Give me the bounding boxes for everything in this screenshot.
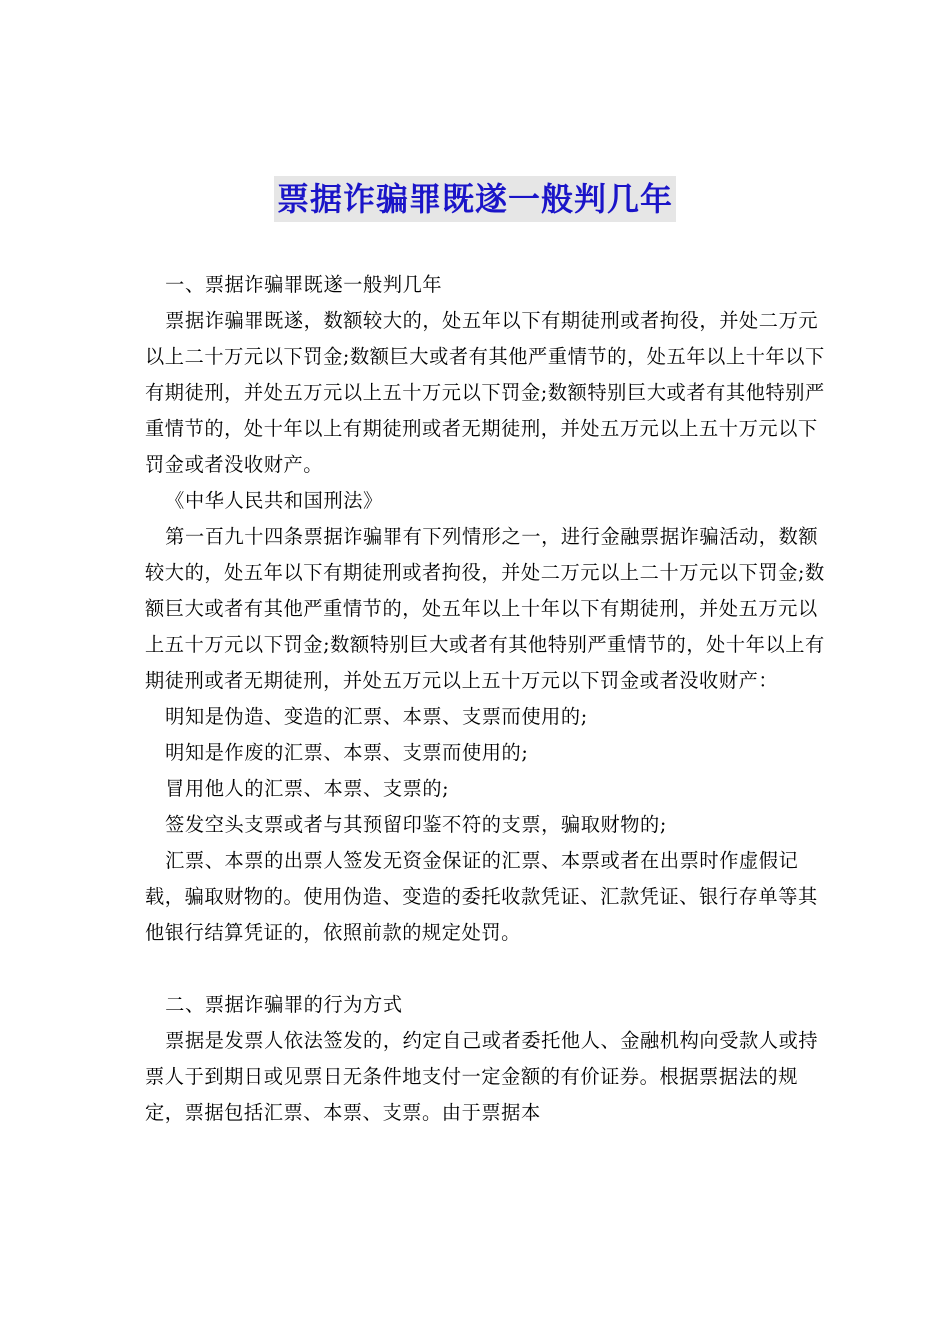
title-container: [0, 176, 950, 222]
section-heading-1: 一、票据诈骗罪既遂一般判几年: [165, 273, 443, 296]
paragraph-penalty-summary: 票据诈骗罪既遂，数额较大的，处五年以下有期徒刑或者拘役，并处二万元以上二十万元以下罚金;数额巨大或者有其他严重情节的，处五年以上十年以下有期徒刑，并处五万元以上五十万元以下罚金;数额特别巨大或者有其他特别严重情节的，处十年以上有期徒刑或者无期徒刑，并处五万元以上五十万元以下罚金或者没收财产。: [145, 309, 825, 476]
paragraph-article-194: 第一百九十四条票据诈骗罪有下列情形之一，进行金融票据诈骗活动，数额较大的，处五年以下有期徒刑或者拘役，并处二万元以上二十万元以下罚金;数额巨大或者有其他严重情节的，处五年以上十年以下有期徒刑，并处五万元以上五十万元以下罚金;数额特别巨大或者有其他特别严重情节的，处十年以上有期徒刑或者无期徒刑，并处五万元以上五十万元以下罚金或者没收财产：: [145, 525, 825, 692]
section-heading-2: 二、票据诈骗罪的行为方式: [165, 993, 403, 1016]
list-item-false-records: 汇票、本票的出票人签发无资金保证的汇票、本票或者在出票时作虚假记载，骗取财物的。使用伪造、变造的委托收款凭证、汇款凭证、银行存单等其他银行结算凭证的，依照前款的规定处罚。: [145, 849, 818, 944]
document-title: 票据诈骗罪既遂一般判几年: [274, 176, 676, 222]
paragraph-definition-of-instruments: 票据是发票人依法签发的，约定自己或者委托他人、金融机构向受款人或持票人于到期日或见票日无条件地支付一定金额的有价证券。根据票据法的规定，票据包括汇票、本票、支票。由于票据本: [145, 1029, 819, 1124]
list-item-void-instruments: 明知是作废的汇票、本票、支票而使用的;: [165, 741, 529, 764]
list-item-forged-instruments: 明知是伪造、变造的汇票、本票、支票而使用的;: [165, 705, 588, 728]
section-spacer: [145, 951, 825, 987]
document-body: [145, 267, 825, 1131]
list-item-bad-checks: 签发空头支票或者与其预留印鉴不符的支票，骗取财物的;: [165, 813, 667, 836]
list-item-impersonation: 冒用他人的汇票、本票、支票的;: [165, 777, 450, 800]
paragraph-law-reference: 《中华人民共和国刑法》: [165, 489, 383, 512]
